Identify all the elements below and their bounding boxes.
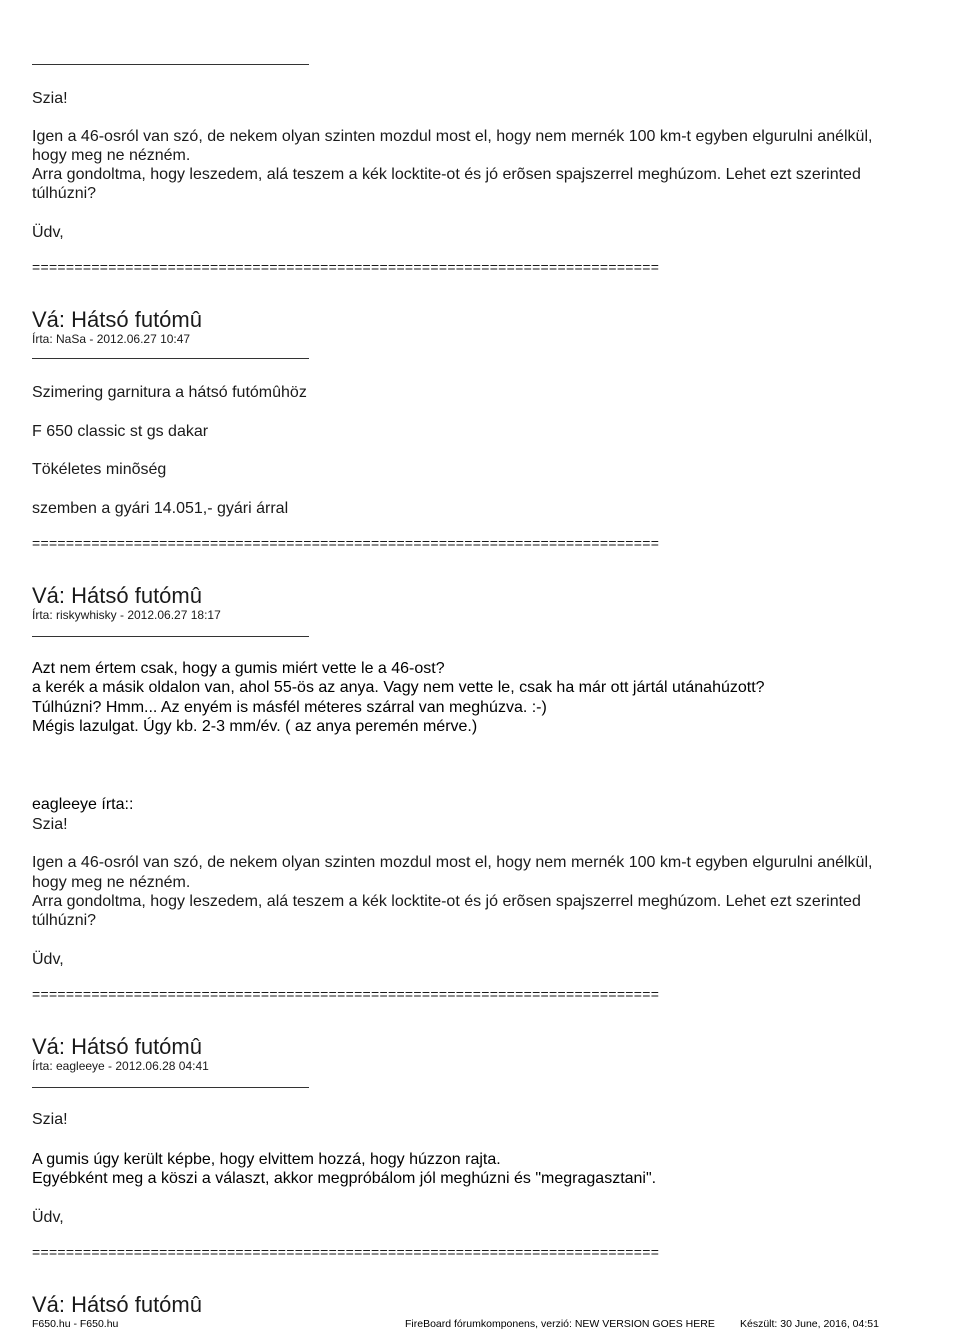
post-text-line: Túlhúzni? Hmm... Az enyém is másfél méteres szárral van meghúzva. :-) xyxy=(32,699,547,716)
post-text-line: Szimering garnitura a hátsó futómûhöz xyxy=(32,384,307,401)
quote-author: eagleeye írta:: xyxy=(32,796,134,813)
post-greeting: Szia! xyxy=(32,1111,68,1128)
footer-component: FireBoard fórumkomponens, verzió: NEW VERSION GOES HERE xyxy=(405,1318,715,1330)
post-closing: Üdv, xyxy=(32,1209,64,1226)
post-divider xyxy=(32,64,309,65)
post-separator: ========================================================================== xyxy=(32,259,660,275)
post-title: Vá: Hátsó futómû xyxy=(32,307,202,332)
footer-site: F650.hu - F650.hu xyxy=(32,1318,119,1330)
post-text-line: szemben a gyári 14.051,- gyári árral xyxy=(32,500,289,517)
post-text-line: Arra gondoltma, hogy leszedem, alá teszem a kék locktite-ot és jó erõsen spajszerrel meghúzom. Lehet ezt szerinted xyxy=(32,166,861,183)
post-closing: Üdv, xyxy=(32,224,64,241)
quote-text-line: hogy meg ne nézném. xyxy=(32,874,191,891)
post-text-line: Egyébként meg a köszi a választ, akkor megpróbálom jól meghúzni és "megragasztani". xyxy=(32,1170,657,1187)
quote-text-line: túlhúzni? xyxy=(32,912,97,929)
post-text-line: a kerék a másik oldalon van, ahol 55-ös az anya. Vagy nem vette le, csak ha már ott jártál utánahúzott? xyxy=(32,679,765,696)
post-title: Vá: Hátsó futómû xyxy=(32,1292,202,1317)
post-text-line: túlhúzni? xyxy=(32,185,97,202)
footer-created: Készült: 30 June, 2016, 04:51 xyxy=(740,1318,879,1330)
post-text-line: hogy meg ne nézném. xyxy=(32,147,191,164)
post-meta: Írta: riskywhisky - 2012.06.27 18:17 xyxy=(32,608,221,622)
post-divider xyxy=(32,636,309,637)
post-meta: Írta: eagleeye - 2012.06.28 04:41 xyxy=(32,1059,209,1073)
quote-text-line: Igen a 46-osról van szó, de nekem olyan szinten mozdul most el, hogy nem mernék 100 km-t egyben elgurulni anélkül, xyxy=(32,854,873,871)
post-greeting: Szia! xyxy=(32,90,68,107)
post-title: Vá: Hátsó futómû xyxy=(32,1034,202,1059)
quote-greeting: Szia! xyxy=(32,816,68,833)
post-divider xyxy=(32,1087,309,1088)
post-title: Vá: Hátsó futómû xyxy=(32,583,202,608)
quote-closing: Üdv, xyxy=(32,951,64,968)
post-text-line: Mégis lazulgat. Úgy kb. 2-3 mm/év. ( az anya peremén mérve.) xyxy=(32,718,478,735)
post-text-line: F 650 classic st gs dakar xyxy=(32,423,209,440)
post-divider xyxy=(32,358,309,359)
post-separator: ========================================================================== xyxy=(32,986,660,1002)
post-text-line: A gumis úgy került képbe, hogy elvittem hozzá, hogy húzzon rajta. xyxy=(32,1151,501,1168)
post-text-line: Igen a 46-osról van szó, de nekem olyan szinten mozdul most el, hogy nem mernék 100 km-t egyben elgurulni anélkül, xyxy=(32,128,873,145)
post-text-line: Azt nem értem csak, hogy a gumis miért vette le a 46-ost? xyxy=(32,660,445,677)
post-separator: ========================================================================== xyxy=(32,535,660,551)
post-text-line: Tökéletes minõség xyxy=(32,461,167,478)
post-meta: Írta: NaSa - 2012.06.27 10:47 xyxy=(32,332,191,346)
post-separator: ========================================================================== xyxy=(32,1244,660,1260)
quote-text-line: Arra gondoltma, hogy leszedem, alá teszem a kék locktite-ot és jó erõsen spajszerrel meghúzom. Lehet ezt szerinted xyxy=(32,893,861,910)
